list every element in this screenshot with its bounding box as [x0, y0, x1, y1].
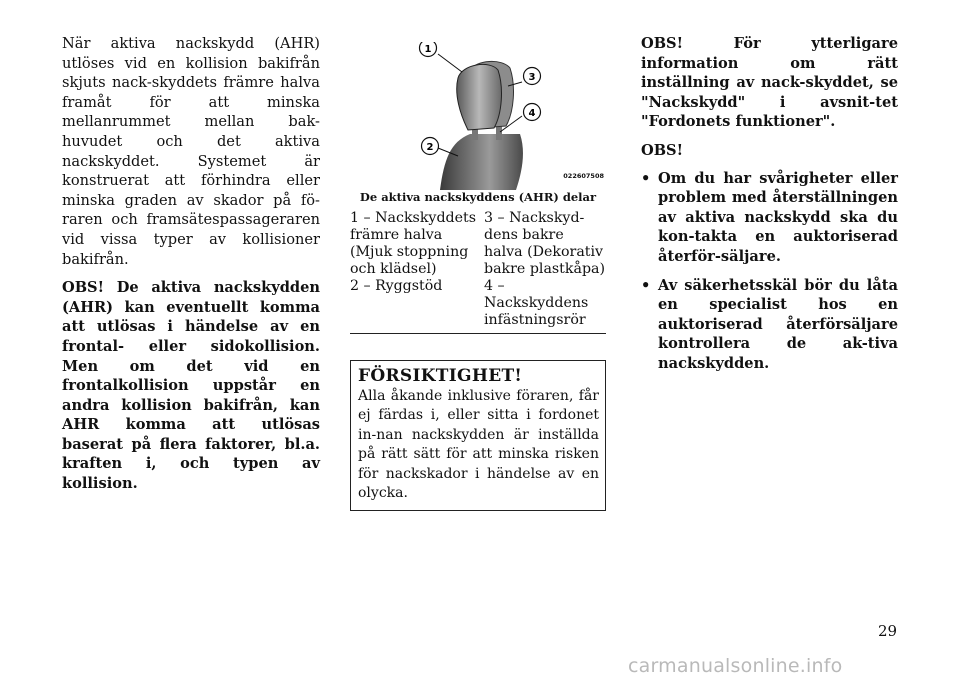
watermark: carmanualsonline.info	[628, 655, 843, 677]
bullet-item: • Om du har svårigheter eller problem med återställningen av aktiva nackskydd ska du kon-takta en auktoriserad återför-säljare.	[641, 169, 898, 267]
intro-paragraph: När aktiva nackskydd (AHR) utlöses vid en kollision bakifrån skjuts nack-skyddets främre halva framåt för att minska mellanrummet mellan bak-huvudet och det aktiva nackskyddet. Systemet är konstruerat att förhindra eller minska graden av skador på fö-raren och framsätespassageraren vid vissa typer av kollisioner bakifrån.	[62, 35, 320, 268]
caution-title: FÖRSIKTIGHET!	[358, 366, 523, 386]
svg-text:3: 3	[528, 72, 536, 83]
left-column	[62, 34, 320, 494]
callout-3	[524, 68, 541, 85]
callout-2	[422, 138, 439, 155]
caution-box	[350, 360, 606, 511]
bullet-item: • Av säkerhetsskäl bör du låta en specialist hos en auktoriserad återförsäljare kontrollera de ak-tiva nackskydden.	[641, 276, 898, 374]
figure-code: 022607508	[563, 172, 604, 180]
caution-text: Alla åkande inklusive föraren, får ej färdas i, eller sitta i fordonet in-nan nackskydden är inställda på rätt sätt för att minska risken för nackskador i händelse av en olycka.	[358, 388, 599, 502]
svg-text:2: 2	[426, 142, 434, 153]
right-column	[641, 34, 898, 374]
svg-text:4: 4	[528, 108, 536, 119]
obs-bullet-list	[641, 169, 898, 374]
callout-1	[420, 42, 437, 57]
obs-heading: OBS!	[641, 141, 683, 159]
legend-item-4: 4 – Nackskyddens infästningsrör	[484, 278, 589, 328]
page-number: 29	[878, 622, 898, 640]
svg-text:1: 1	[424, 44, 432, 55]
callout-4	[524, 104, 541, 121]
parts-legend	[350, 210, 606, 334]
figure-caption: De aktiva nackskyddens (AHR) delar	[359, 190, 597, 204]
middle-column	[350, 34, 606, 511]
legend-item-2: 2 – Ryggstöd	[350, 278, 443, 294]
headrest-figure	[350, 34, 606, 194]
legend-item-3: 3 – Nackskyd-dens bakre halva (Dekorativ bakre plastkåpa)	[484, 210, 606, 277]
adjustment-note: OBS! För ytterligare information om rätt inställning av nack-skyddet, se "Nackskydd" i avsnit-tet "Fordonets funktioner".	[641, 35, 898, 131]
headrest-illustration	[410, 42, 550, 190]
note-paragraph: OBS! De aktiva nackskydden (AHR) kan eventuellt komma att utlösas i händelse av en frontal- eller sidokollision. Men om det vid en frontalkollision uppstår en andra kollision bakifrån, kan AHR komma att utlösas baserat på flera faktorer, bl.a. kraften i, och typen av kollision.	[62, 279, 320, 493]
legend-item-1: 1 – Nackskyddets främre halva (Mjuk stoppning och klädsel)	[350, 210, 476, 277]
